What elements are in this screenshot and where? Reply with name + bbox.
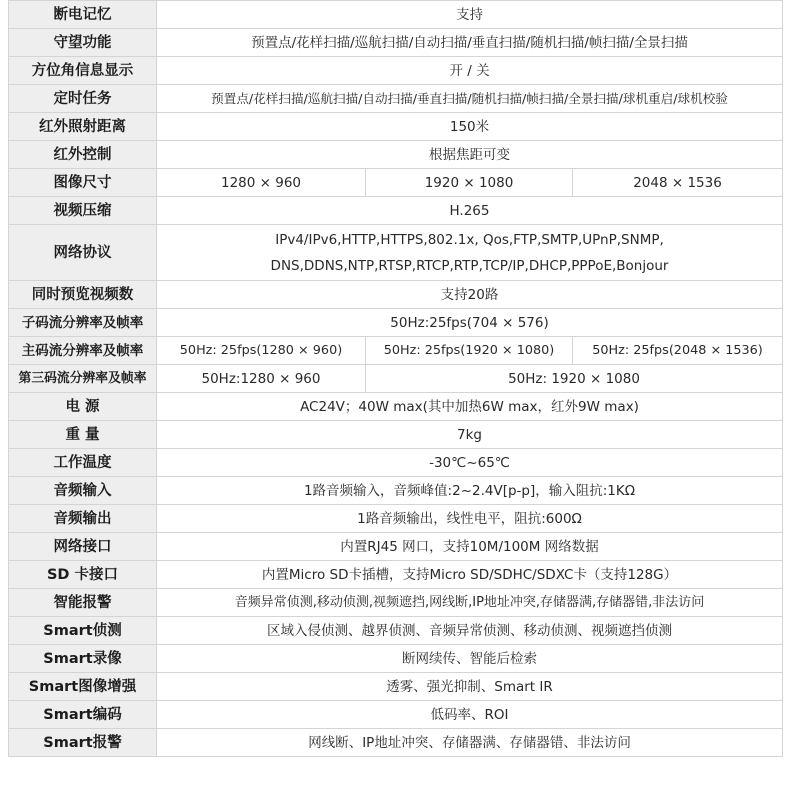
row-value: 根据焦距可变 <box>157 141 783 169</box>
row-label: 同时预览视频数 <box>9 281 157 309</box>
row-label: 红外控制 <box>9 141 157 169</box>
row-value: H.265 <box>157 197 783 225</box>
row-value: 50Hz: 25fps(1920 × 1080) <box>366 337 573 365</box>
row-label: 工作温度 <box>9 449 157 477</box>
row-label: Smart报警 <box>9 729 157 757</box>
spec-sheet <box>8 0 782 757</box>
row-label: 守望功能 <box>9 29 157 57</box>
table-row <box>9 141 783 169</box>
row-value <box>157 225 783 281</box>
table-row <box>9 281 783 309</box>
row-value: 低码率、ROI <box>157 701 783 729</box>
row-value: 1路音频输出，线性电平，阻抗:600Ω <box>157 505 783 533</box>
row-value: 150米 <box>157 113 783 141</box>
row-value: 50Hz:25fps(704 × 576) <box>157 309 783 337</box>
row-value: 支持20路 <box>157 281 783 309</box>
protocol-line-2: DNS,DDNS,NTP,RTSP,RTCP,RTP,TCP/IP,DHCP,PPPoE,Bonjour <box>270 257 669 274</box>
table-row <box>9 421 783 449</box>
row-label: 第三码流分辨率及帧率 <box>9 365 157 393</box>
row-label: Smart侦测 <box>9 617 157 645</box>
table-row <box>9 169 783 197</box>
table-row <box>9 505 783 533</box>
table-row <box>9 29 783 57</box>
row-label: Smart图像增强 <box>9 673 157 701</box>
table-row <box>9 533 783 561</box>
row-label: 视频压缩 <box>9 197 157 225</box>
row-label: 子码流分辨率及帧率 <box>9 309 157 337</box>
row-label: SD 卡接口 <box>9 561 157 589</box>
row-value: 1路音频输入，音频峰值:2~2.4V[p-p]，输入阻抗:1KΩ <box>157 477 783 505</box>
row-value: 预置点/花样扫描/巡航扫描/自动扫描/垂直扫描/随机扫描/帧扫描/全景扫描/球机重启/球机校验 <box>157 85 783 113</box>
table-row <box>9 729 783 757</box>
row-value: 1280 × 960 <box>157 169 366 197</box>
table-row <box>9 57 783 85</box>
table-row <box>9 477 783 505</box>
table-row <box>9 1 783 29</box>
row-value: 断网续传、智能后检索 <box>157 645 783 673</box>
table-row <box>9 449 783 477</box>
row-label: Smart录像 <box>9 645 157 673</box>
row-value: 开 / 关 <box>157 57 783 85</box>
row-value: 区域入侵侦测、越界侦测、音频异常侦测、移动侦测、视频遮挡侦测 <box>157 617 783 645</box>
table-row <box>9 309 783 337</box>
row-label: 断电记忆 <box>9 1 157 29</box>
row-value: 50Hz: 25fps(1280 × 960) <box>157 337 366 365</box>
row-value: 支持 <box>157 1 783 29</box>
row-label: 主码流分辨率及帧率 <box>9 337 157 365</box>
table-row <box>9 617 783 645</box>
row-value: 音频异常侦测,移动侦测,视频遮挡,网线断,IP地址冲突,存储器满,存储器错,非法访问 <box>157 589 783 617</box>
row-value: 内置Micro SD卡插槽，支持Micro SD/SDHC/SDXC卡（支持128G） <box>157 561 783 589</box>
row-value: 50Hz: 1920 × 1080 <box>366 365 783 393</box>
table-row <box>9 561 783 589</box>
row-value: 2048 × 1536 <box>573 169 783 197</box>
row-label: 音频输入 <box>9 477 157 505</box>
row-label: 方位角信息显示 <box>9 57 157 85</box>
row-label: 电 源 <box>9 393 157 421</box>
row-value: 50Hz:1280 × 960 <box>157 365 366 393</box>
row-value: 透雾、强光抑制、Smart IR <box>157 673 783 701</box>
row-value: 网线断、IP地址冲突、存储器满、存储器错、非法访问 <box>157 729 783 757</box>
row-value: 50Hz: 25fps(2048 × 1536) <box>573 337 783 365</box>
row-label: 重 量 <box>9 421 157 449</box>
row-label: 红外照射距离 <box>9 113 157 141</box>
table-row <box>9 673 783 701</box>
row-label: 图像尺寸 <box>9 169 157 197</box>
row-label: 定时任务 <box>9 85 157 113</box>
row-label: 智能报警 <box>9 589 157 617</box>
row-value: 内置RJ45 网口，支持10M/100M 网络数据 <box>157 533 783 561</box>
table-row <box>9 645 783 673</box>
table-row <box>9 337 783 365</box>
table-row <box>9 113 783 141</box>
row-value: AC24V；40W max(其中加热6W max，红外9W max) <box>157 393 783 421</box>
row-value: 预置点/花样扫描/巡航扫描/自动扫描/垂直扫描/随机扫描/帧扫描/全景扫描 <box>157 29 783 57</box>
row-label: 网络接口 <box>9 533 157 561</box>
spec-table <box>8 0 783 757</box>
table-row <box>9 197 783 225</box>
table-row <box>9 365 783 393</box>
row-label: 网络协议 <box>9 225 157 281</box>
row-value: -30℃~65℃ <box>157 449 783 477</box>
table-row <box>9 393 783 421</box>
table-row <box>9 225 783 281</box>
protocol-line-1: IPv4/IPv6,HTTP,HTTPS,802.1x, Qos,FTP,SMTP,UPnP,SNMP, <box>275 231 664 248</box>
row-value: 7kg <box>157 421 783 449</box>
row-value: 1920 × 1080 <box>366 169 573 197</box>
table-row <box>9 701 783 729</box>
row-label: 音频输出 <box>9 505 157 533</box>
table-row <box>9 85 783 113</box>
row-label: Smart编码 <box>9 701 157 729</box>
table-row <box>9 589 783 617</box>
